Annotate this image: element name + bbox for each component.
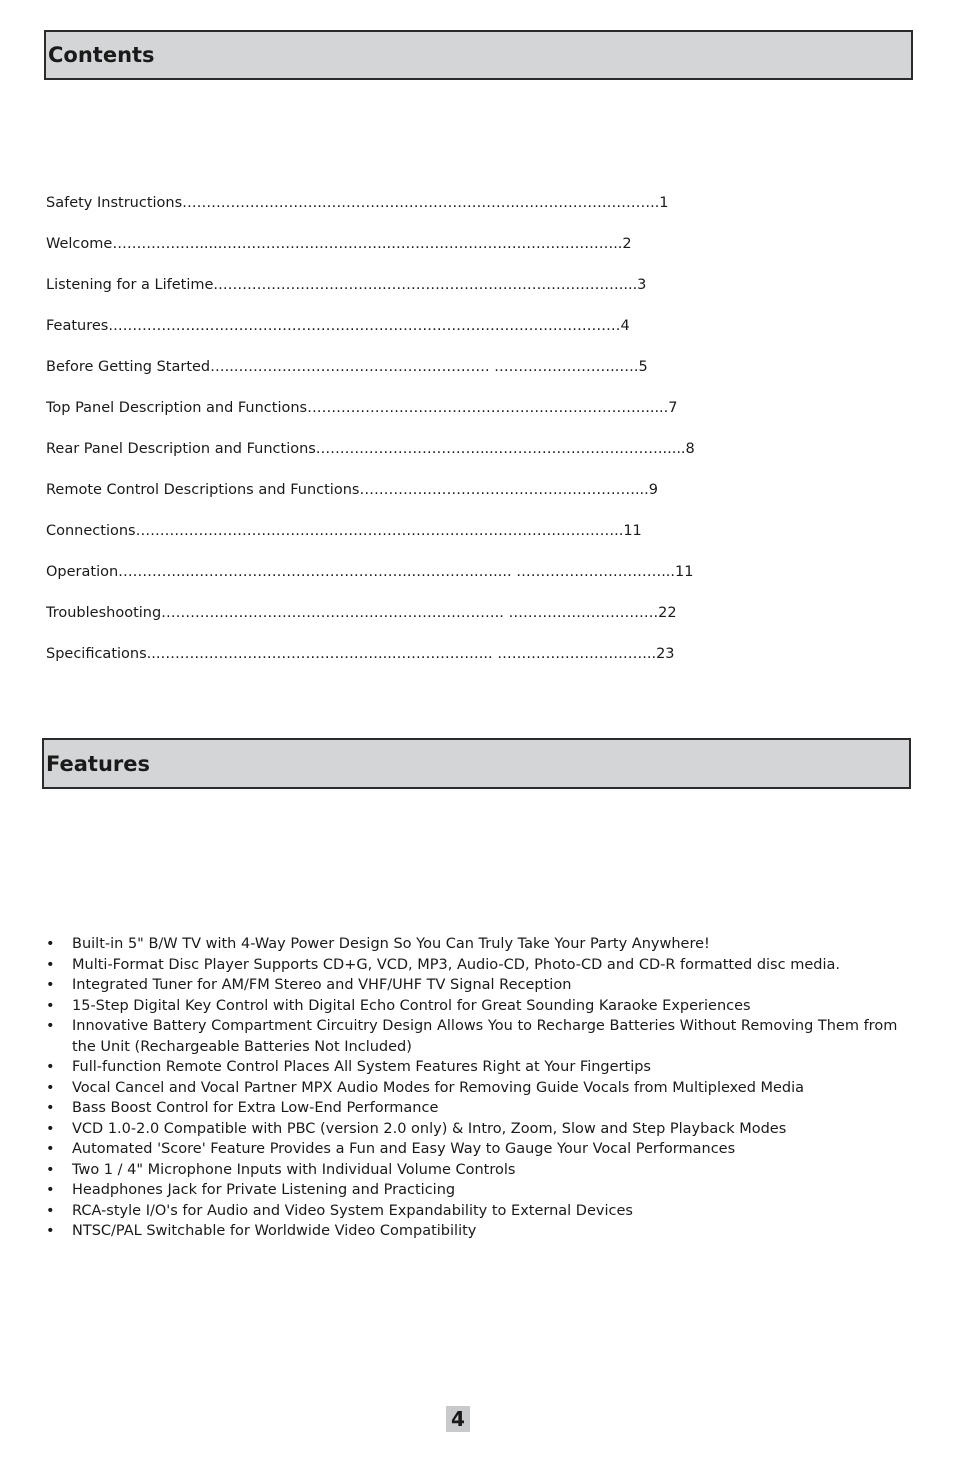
list-item bbox=[46, 1221, 906, 1242]
list-item bbox=[46, 1057, 906, 1078]
bullet-icon: • bbox=[46, 1202, 55, 1219]
toc-entry[interactable]: Features.……………………………………………………………………………………………4 bbox=[46, 318, 630, 334]
list-item bbox=[46, 1160, 906, 1181]
features-list bbox=[46, 934, 906, 1242]
feature-text: Automated 'Score' Feature Provides a Fun and Easy Way to Gauge Your Vocal Performances bbox=[72, 1141, 736, 1157]
toc-entry[interactable]: Welcome……………….....……………………………..….……………………………………..2 bbox=[46, 236, 632, 252]
feature-text: 15-Step Digital Key Control with Digital Echo Control for Great Sounding Karaoke Experiences bbox=[72, 997, 751, 1014]
bullet-icon: • bbox=[46, 956, 55, 973]
toc-entry[interactable]: Top Panel Description and Functions……………………………………………………………......7 bbox=[46, 400, 678, 416]
list-item bbox=[46, 1139, 906, 1160]
list-item bbox=[46, 1078, 906, 1099]
list-item bbox=[46, 1016, 906, 1057]
toc-entry[interactable]: Listening for a Lifetime.……………………………..…………………………………………....3 bbox=[46, 277, 647, 293]
bullet-icon: • bbox=[46, 1059, 55, 1075]
feature-text: RCA-style I/O's for Audio and Video System Expandability to External Devices bbox=[72, 1202, 633, 1219]
bullet-icon: • bbox=[46, 1120, 55, 1137]
feature-text: NTSC/PAL Switchable for Worldwide Video Compatibility bbox=[72, 1223, 477, 1239]
feature-text: Built-in 5" B/W TV with 4-Way Power Design So You Can Truly Take Your Party Anywhere! bbox=[72, 936, 710, 952]
list-item bbox=[46, 1119, 906, 1140]
list-item bbox=[46, 996, 906, 1017]
bullet-icon: • bbox=[46, 997, 55, 1014]
page-number: 4 bbox=[446, 1406, 470, 1432]
toc-entry[interactable]: Specifications...………………………………………...………………... …………………………...23 bbox=[46, 646, 675, 662]
toc-entry[interactable]: Operation………….....……………………………………..…………..….... …………………………...11 bbox=[46, 564, 694, 580]
list-item bbox=[46, 1201, 906, 1222]
bullet-icon: • bbox=[46, 1018, 55, 1034]
table-of-contents bbox=[46, 193, 726, 685]
bullet-icon: • bbox=[46, 1100, 55, 1116]
contents-header bbox=[44, 30, 913, 80]
features-header bbox=[42, 738, 911, 789]
feature-text: Multi-Format Disc Player Supports CD+G, VCD, MP3, Audio-CD, Photo-CD and CD-R formatted disc media. bbox=[72, 956, 840, 973]
toc-entry[interactable]: Rear Panel Description and Functions.……………………………....……………………………......8 bbox=[46, 441, 695, 457]
toc-entry[interactable]: Safety Instructions………………………..…………………………………..………………………..1 bbox=[46, 195, 669, 211]
feature-text: Full-function Remote Control Places All System Features Right at Your Fingertips bbox=[72, 1059, 651, 1075]
feature-text: Integrated Tuner for AM/FM Stereo and VHF/UHF TV Signal Reception bbox=[72, 977, 572, 993]
list-item bbox=[46, 1180, 906, 1201]
list-item bbox=[46, 1098, 906, 1119]
feature-text: Two 1 / 4" Microphone Inputs with Individual Volume Controls bbox=[72, 1161, 516, 1178]
feature-text: Headphones Jack for Private Listening and Practicing bbox=[72, 1182, 456, 1198]
bullet-icon: • bbox=[46, 1182, 55, 1198]
toc-entry[interactable]: Connections………………………………………………………………………………………..11 bbox=[46, 523, 642, 539]
bullet-icon: • bbox=[46, 1161, 55, 1178]
feature-text: VCD 1.0-2.0 Compatible with PBC (version 2.0 only) & Intro, Zoom, Slow and Step Playback Modes bbox=[72, 1120, 787, 1137]
features-title: Features bbox=[46, 751, 150, 776]
list-item bbox=[46, 975, 906, 996]
list-item bbox=[46, 934, 906, 955]
toc-entry[interactable]: Remote Control Descriptions and Functions…………………………………………………...9 bbox=[46, 482, 658, 498]
toc-entry[interactable]: Before Getting Started…...……………………………………………. ……………………..….5 bbox=[46, 359, 648, 375]
feature-text: Vocal Cancel and Vocal Partner MPX Audio Modes for Removing Guide Vocals from Multiplexed Media bbox=[72, 1079, 805, 1096]
feature-text: Bass Boost Control for Extra Low-End Performance bbox=[72, 1100, 439, 1116]
bullet-icon: • bbox=[46, 936, 55, 952]
feature-text: Innovative Battery Compartment Circuitry Design Allows You to Recharge Batteries Without Removing Them from the Unit (Rechargeable Batteries Not Included) bbox=[72, 1018, 898, 1055]
bullet-icon: • bbox=[46, 1141, 55, 1157]
bullet-icon: • bbox=[46, 1223, 55, 1239]
contents-title: Contents bbox=[48, 43, 155, 67]
toc-entry[interactable]: Troubleshooting…………………………………………………………….. ………………………….22 bbox=[46, 605, 677, 621]
list-item bbox=[46, 955, 906, 976]
bullet-icon: • bbox=[46, 977, 55, 993]
bullet-icon: • bbox=[46, 1079, 55, 1096]
